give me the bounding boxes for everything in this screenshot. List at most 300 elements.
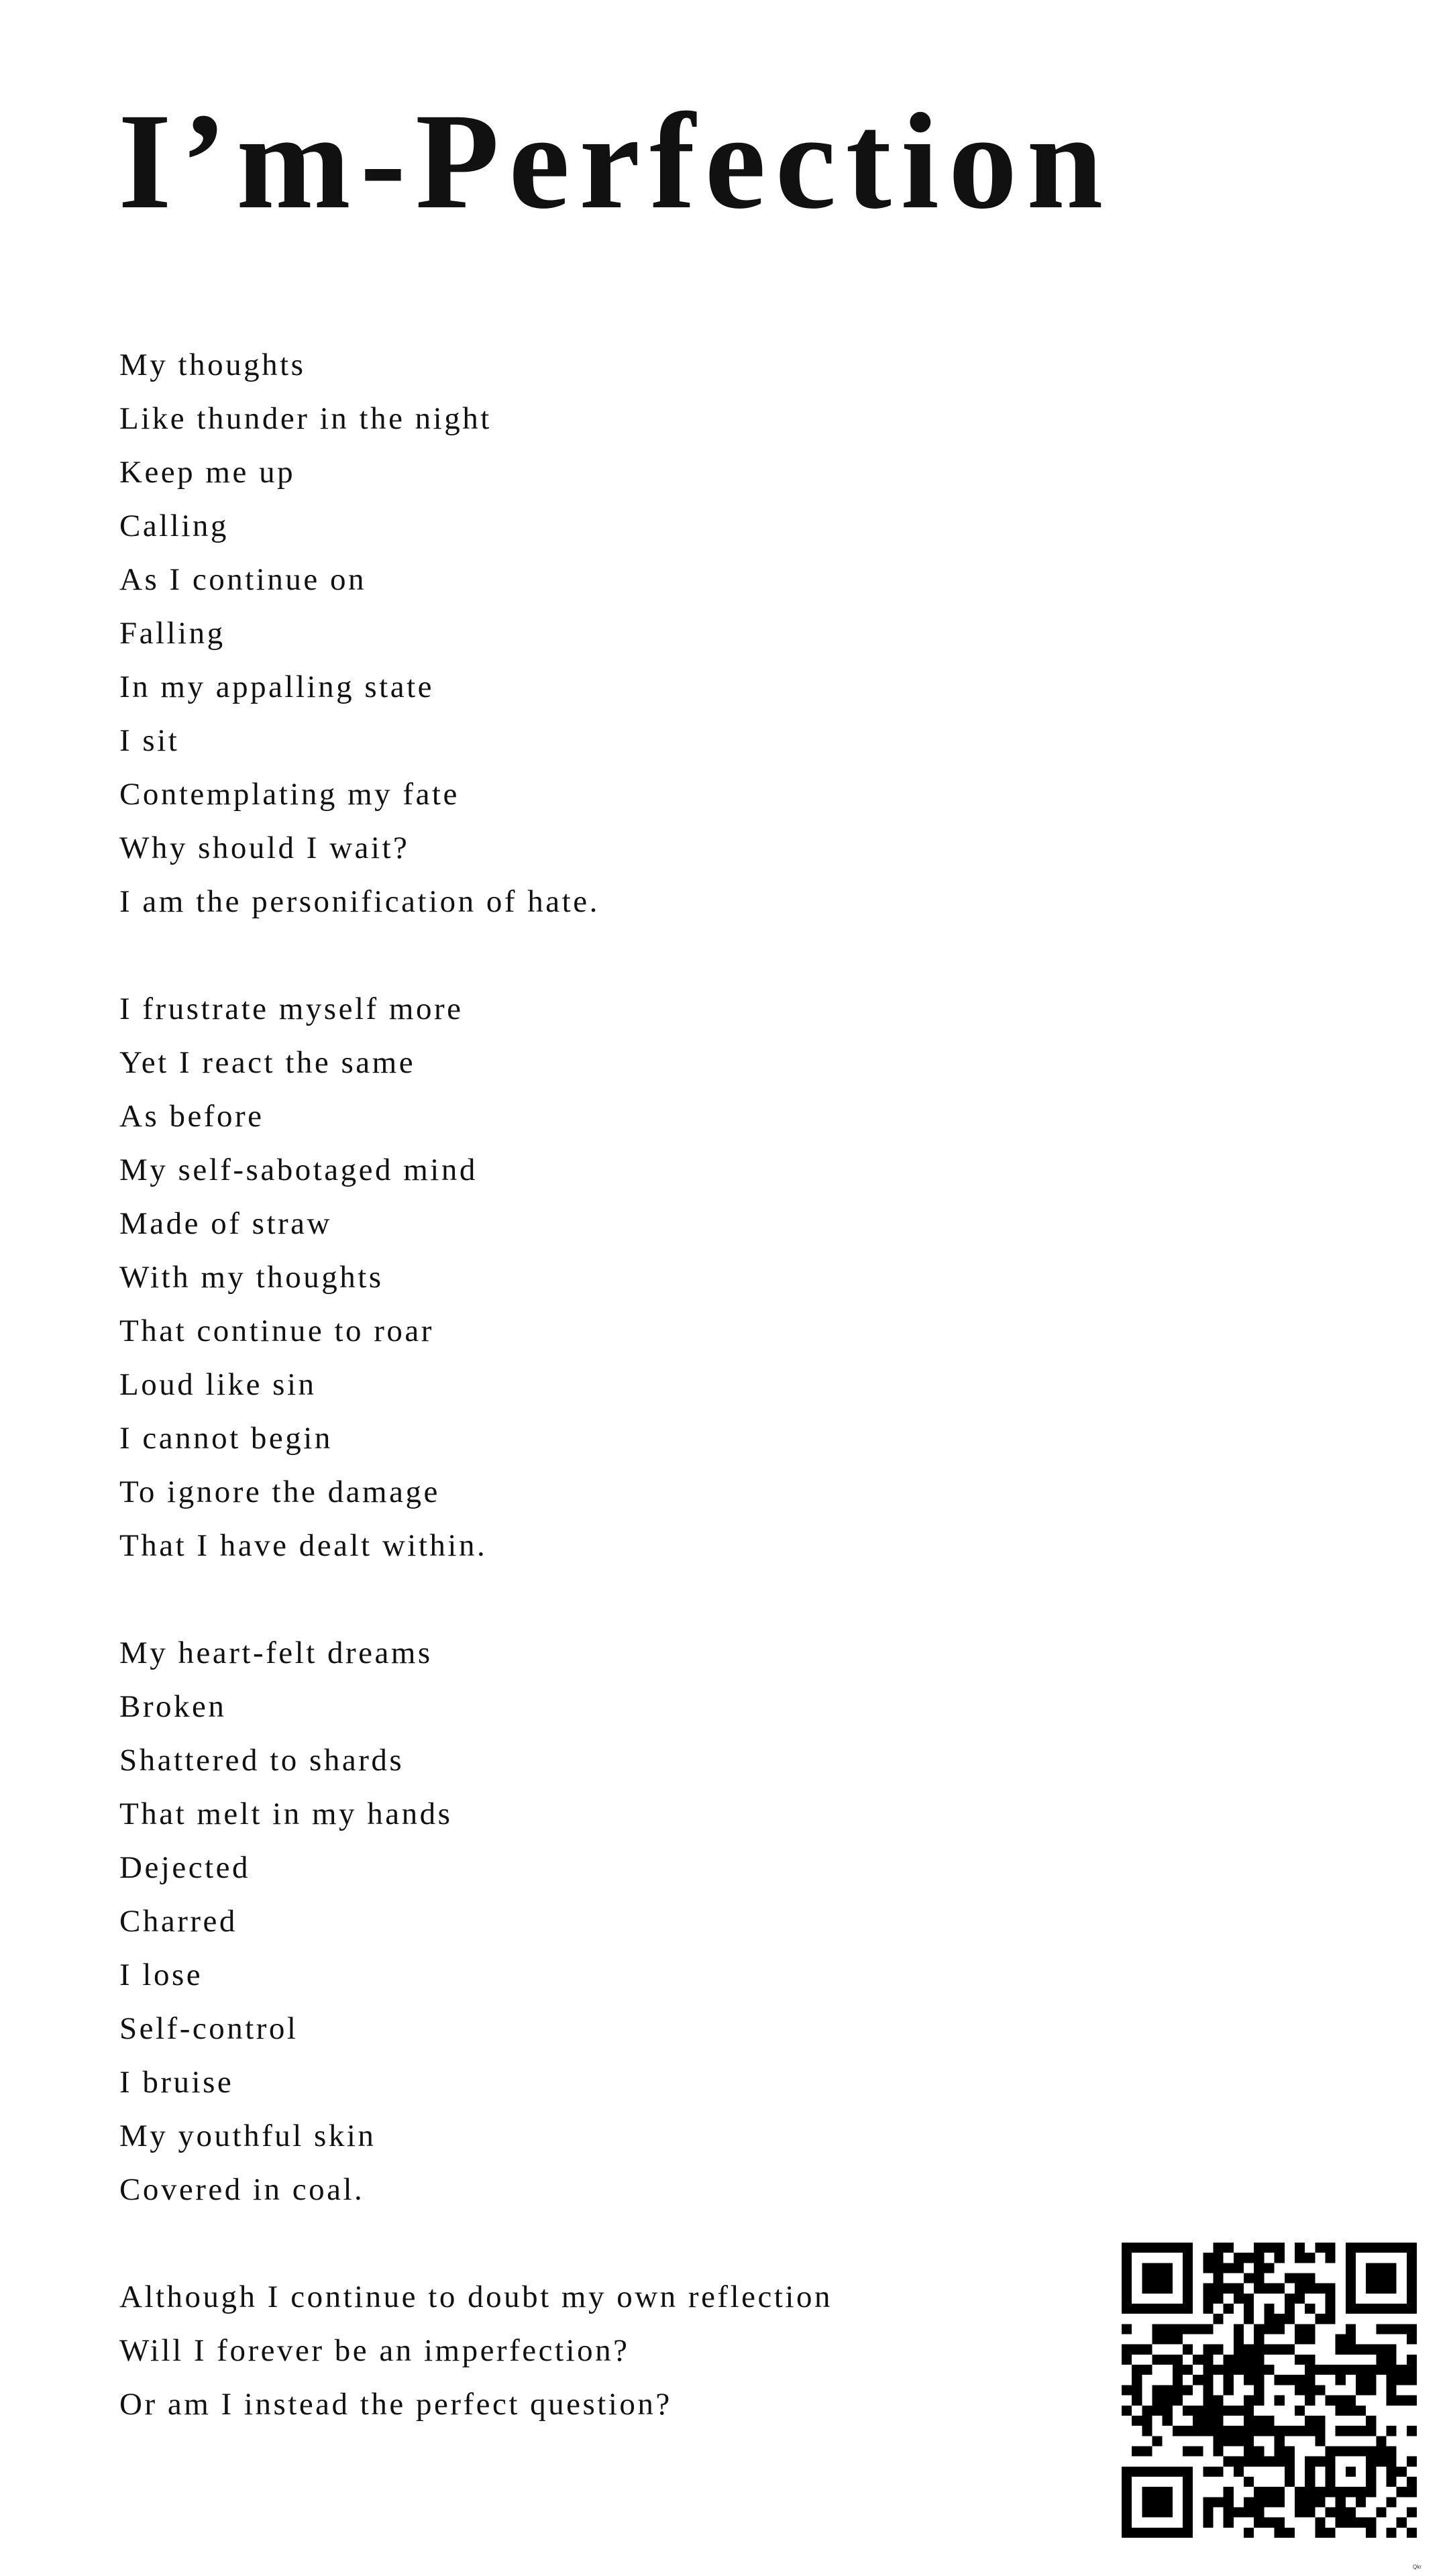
qr-module [1275,2487,1285,2497]
qr-module [1325,2294,1335,2304]
qr-module [1142,2497,1152,2507]
qr-module [1122,2507,1132,2517]
qr-module [1224,2304,1234,2314]
qr-module [1173,2324,1183,2334]
qr-module [1163,2497,1173,2507]
qr-module [1163,2487,1173,2497]
qr-module [1325,2467,1335,2477]
qr-module [1122,2263,1132,2273]
qr-module [1234,2324,1244,2334]
qr-module [1234,2345,1244,2355]
qr-module [1285,2294,1295,2304]
qr-module [1346,2396,1356,2406]
qr-module [1386,2477,1396,2487]
qr-module [1386,2385,1396,2395]
qr-module [1295,2497,1305,2507]
qr-module [1366,2345,1376,2355]
qr-module [1152,2487,1163,2497]
qr-module [1234,2263,1244,2273]
qr-module [1163,2324,1173,2334]
qr-module [1407,2477,1417,2487]
qr-module [1386,2263,1396,2273]
qr-module [1163,2406,1173,2416]
qr-module [1244,2314,1254,2324]
qr-module [1224,2375,1234,2385]
qr-module [1214,2263,1224,2273]
qr-module [1366,2243,1376,2253]
qr-module [1407,2365,1417,2375]
qr-module [1386,2273,1396,2284]
qr-module [1366,2375,1376,2385]
poem-line: In my appalling state [119,669,434,704]
qr-module [1315,2518,1325,2528]
qr-module [1407,2507,1417,2517]
qr-module [1234,2406,1244,2416]
qr-module [1122,2253,1132,2263]
qr-module [1234,2436,1244,2446]
qr-module [1173,2243,1183,2253]
qr-module [1234,2355,1244,2365]
qr-module [1152,2528,1163,2538]
qr-module [1244,2406,1254,2416]
qr-module [1163,2304,1173,2314]
qr-module [1132,2365,1142,2375]
qr-module [1305,2284,1315,2294]
qr-module [1122,2304,1132,2314]
qr-module [1234,2334,1244,2345]
qr-module [1295,2385,1305,2395]
poem-line: That I have dealt within. [119,1528,488,1563]
qr-module [1183,2243,1193,2253]
poem-line: Dejected [119,1850,251,1885]
qr-module [1254,2284,1264,2294]
qr-module [1193,2355,1203,2365]
qr-module [1295,2334,1305,2345]
qr-module [1295,2294,1305,2304]
qr-module [1214,2426,1224,2436]
qr-module [1234,2467,1244,2477]
qr-module [1346,2273,1356,2284]
poem-line: Self-control [119,2011,299,2046]
qr-module [1325,2528,1335,2538]
qr-module [1346,2304,1356,2314]
qr-module [1203,2406,1213,2416]
qr-module [1346,2253,1356,2263]
qr-module [1397,2518,1407,2528]
qr-module [1152,2284,1163,2294]
qr-module [1336,2446,1346,2456]
poem-line: My youthful skin [119,2118,376,2153]
qr-module [1315,2426,1325,2436]
qr-module [1285,2477,1295,2487]
qr-module [1305,2324,1315,2334]
qr-module [1346,2263,1356,2273]
qr-module [1214,2446,1224,2456]
qr-module [1254,2497,1264,2507]
qr-module [1254,2273,1264,2284]
qr-module [1386,2324,1396,2334]
qr-module [1244,2477,1254,2487]
stanza-2 [119,982,833,1572]
qr-module [1366,2518,1376,2528]
qr-module [1295,2375,1305,2385]
qr-module [1142,2446,1152,2456]
qr-module [1254,2446,1264,2456]
qr-module [1152,2324,1163,2334]
qr-module [1275,2518,1285,2528]
qr-module [1203,2365,1213,2375]
qr-module [1315,2416,1325,2426]
qr-module [1224,2497,1234,2507]
qr-module [1152,2263,1163,2273]
poem-line: Charred [119,1904,237,1939]
qr-module [1142,2528,1152,2538]
qr-module [1173,2528,1183,2538]
qr-module [1264,2487,1274,2497]
qr-module [1244,2365,1254,2375]
qr-module [1224,2518,1234,2528]
qr-module [1366,2385,1376,2395]
qr-module [1305,2487,1315,2497]
qr-module [1122,2294,1132,2304]
poem-line: Loud like sin [119,1367,317,1402]
qr-module [1183,2253,1193,2263]
qr-module [1376,2446,1386,2456]
qr-module [1295,2426,1305,2436]
qr-module [1285,2314,1295,2324]
poem-line: I frustrate myself more [119,991,464,1026]
qr-module [1407,2273,1417,2284]
qr-module [1356,2365,1366,2375]
qr-module [1234,2507,1244,2517]
qr-module [1173,2365,1183,2375]
qr-module [1264,2345,1274,2355]
qr-module [1244,2528,1254,2538]
qr-module [1397,2396,1407,2406]
qr-module [1315,2365,1325,2375]
poem-line: My heart-felt dreams [119,1635,433,1670]
qr-module [1214,2253,1224,2263]
qr-module [1275,2528,1285,2538]
poem-line: Made of straw [119,1206,332,1241]
qr-module [1376,2507,1386,2517]
qr-module [1325,2243,1335,2253]
poem-line: Like thunder in the night [119,401,492,436]
qr-module [1214,2497,1224,2507]
qr-module [1254,2396,1264,2406]
qr-module [1254,2487,1264,2497]
qr-module [1142,2507,1152,2517]
qr-module [1264,2243,1274,2253]
qr-module [1275,2426,1285,2436]
qr-module [1356,2446,1366,2456]
poem-line: Shattered to shards [119,1743,405,1778]
qr-module [1346,2243,1356,2253]
qr-module [1132,2385,1142,2395]
poem-line: Contemplating my fate [119,777,460,812]
qr-module [1224,2243,1234,2253]
qr-module [1356,2406,1366,2416]
poem-body [119,338,833,2485]
qr-module [1214,2314,1224,2324]
qr-module [1244,2446,1254,2456]
qr-module [1285,2457,1295,2467]
qr-module [1203,2385,1213,2395]
qr-module [1295,2507,1305,2517]
qr-module [1163,2385,1173,2395]
qr-module [1122,2406,1132,2416]
qr-module [1193,2416,1203,2426]
qr-module [1244,2436,1254,2446]
qr-module [1397,2365,1407,2375]
qr-module [1305,2365,1315,2375]
qr-module [1163,2467,1173,2477]
qr-module [1183,2365,1193,2375]
qr-module [1346,2446,1356,2456]
qr-module [1386,2375,1396,2385]
qr-module [1325,2487,1335,2497]
qr-module [1224,2507,1234,2517]
qr-module [1275,2243,1285,2253]
qr-module [1325,2477,1335,2487]
poem-line: My thoughts [119,347,306,382]
qr-module [1366,2446,1376,2456]
qr-module [1386,2457,1396,2467]
qr-module [1285,2528,1295,2538]
poem-line: Although I continue to doubt my own reflection [119,2279,833,2314]
qr-module [1224,2355,1234,2365]
poem-line: With my thoughts [119,1260,384,1295]
qr-module [1336,2345,1346,2355]
poem-line: I am the personification of hate. [119,884,600,919]
qr-module [1254,2385,1264,2395]
qr-module [1142,2426,1152,2436]
poem-line: As I continue on [119,562,366,597]
poem-line: As before [119,1099,264,1134]
qr-module [1224,2365,1234,2375]
qr-module [1244,2355,1254,2365]
qr-module [1407,2375,1417,2385]
qr-module [1285,2345,1295,2355]
qr-module [1163,2416,1173,2426]
qr-module [1183,2284,1193,2294]
qr-module [1366,2263,1376,2273]
qr-module [1183,2518,1193,2528]
poem-line: Broken [119,1689,227,1724]
qr-module [1346,2518,1356,2528]
qr-module [1366,2457,1376,2467]
poem-title: I’m-Perfection [118,85,1113,237]
qr-module [1234,2365,1244,2375]
qr-module [1305,2396,1315,2406]
qr-module [1325,2304,1335,2314]
qr-module [1234,2457,1244,2467]
qr-module [1244,2304,1254,2314]
qr-module [1152,2355,1163,2365]
qr-module [1203,2518,1213,2528]
qr-module [1305,2497,1315,2507]
qr-module [1224,2457,1234,2467]
qr-module [1142,2416,1152,2426]
qr-module [1275,2396,1285,2406]
qr-module [1122,2497,1132,2507]
qr-module [1366,2426,1376,2436]
qr-module [1346,2426,1356,2436]
qr-module [1386,2426,1396,2436]
qr-module [1254,2457,1264,2467]
qr-module [1224,2406,1234,2416]
qr-module [1407,2243,1417,2253]
qr-module [1407,2487,1417,2497]
qr-module [1183,2304,1193,2314]
qr-module [1183,2263,1193,2273]
qr-module [1386,2355,1396,2365]
qr-module [1214,2294,1224,2304]
qr-module [1132,2304,1142,2314]
qr-module [1234,2253,1244,2263]
qr-module [1234,2284,1244,2294]
qr-module [1203,2355,1213,2365]
qr-module [1325,2396,1335,2406]
qr-module [1224,2263,1234,2273]
qr-module [1214,2273,1224,2284]
qr-module [1193,2446,1203,2456]
qr-module [1203,2324,1213,2334]
qr-module [1397,2304,1407,2314]
qr-module [1152,2304,1163,2314]
qr-module [1386,2497,1396,2507]
qr-module [1142,2263,1152,2273]
qr-code[interactable] [1122,2243,1417,2538]
poem-line: That melt in my hands [119,1796,453,1831]
qr-module [1152,2243,1163,2253]
qr-module [1346,2507,1356,2517]
qr-module [1346,2284,1356,2294]
qr-module [1183,2294,1193,2304]
qr-module [1346,2345,1356,2355]
qr-module [1142,2345,1152,2355]
qr-module [1407,2304,1417,2314]
poem-line: Calling [119,508,229,543]
qr-module [1356,2426,1366,2436]
qr-module [1122,2467,1132,2477]
qr-module [1264,2497,1274,2507]
stanza-1 [119,338,833,928]
qr-module [1132,2396,1142,2406]
qr-module [1346,2294,1356,2304]
qr-module [1346,2334,1356,2345]
qr-module [1122,2284,1132,2294]
qr-module [1122,2273,1132,2284]
qr-module [1183,2446,1193,2456]
qr-caption: Qkr [1413,2564,1421,2570]
qr-module [1244,2396,1254,2406]
qr-module [1386,2396,1396,2406]
qr-module [1132,2416,1142,2426]
qr-module [1305,2385,1315,2395]
qr-module [1376,2243,1386,2253]
qr-module [1356,2345,1366,2355]
qr-module [1305,2375,1315,2385]
qr-module [1122,2243,1132,2253]
qr-module [1214,2365,1224,2375]
qr-module [1214,2416,1224,2426]
qr-module [1376,2304,1386,2314]
qr-module [1173,2334,1183,2345]
qr-module [1183,2273,1193,2284]
qr-module [1173,2375,1183,2385]
qr-module [1376,2324,1386,2334]
qr-module [1183,2477,1193,2487]
qr-module [1386,2528,1396,2538]
qr-module [1305,2273,1315,2284]
qr-module [1203,2497,1213,2507]
qr-module [1407,2324,1417,2334]
qr-module [1193,2406,1203,2416]
qr-module [1275,2457,1285,2467]
qr-module [1366,2467,1376,2477]
qr-module [1163,2334,1173,2345]
qr-module [1366,2284,1376,2294]
qr-module [1366,2365,1376,2375]
qr-module [1315,2528,1325,2538]
qr-module [1244,2497,1254,2507]
qr-module [1254,2334,1264,2345]
qr-module [1275,2324,1285,2334]
qr-module [1376,2436,1386,2446]
qr-module [1152,2507,1163,2517]
qr-module [1173,2467,1183,2477]
qr-module [1193,2375,1203,2385]
qr-module [1214,2467,1224,2477]
qr-module [1275,2314,1285,2324]
qr-module [1295,2487,1305,2497]
qr-module [1295,2273,1305,2284]
qr-module [1183,2487,1193,2497]
qr-module [1346,2487,1356,2497]
poem-line: Falling [119,616,225,651]
qr-module [1315,2436,1325,2446]
qr-module [1203,2467,1213,2477]
qr-module [1305,2467,1315,2477]
qr-module [1285,2375,1295,2385]
qr-module [1386,2446,1396,2456]
qr-module [1142,2467,1152,2477]
qr-module [1356,2518,1366,2528]
qr-module [1244,2507,1254,2517]
qr-module [1254,2253,1264,2263]
qr-module [1356,2304,1366,2314]
qr-module [1173,2304,1183,2314]
qr-module [1224,2385,1234,2395]
qr-module [1203,2396,1213,2406]
qr-module [1254,2426,1264,2436]
qr-module [1254,2263,1264,2273]
qr-module [1203,2284,1213,2294]
qr-module [1183,2507,1193,2517]
qr-module [1295,2253,1305,2263]
qr-modules [1122,2243,1417,2538]
qr-module [1244,2375,1254,2385]
qr-module [1244,2253,1254,2263]
qr-module [1407,2263,1417,2273]
qr-module [1224,2436,1234,2446]
qr-module [1152,2467,1163,2477]
poem-line: My self-sabotaged mind [119,1152,478,1187]
qr-module [1346,2406,1356,2416]
qr-module [1163,2284,1173,2294]
qr-module [1325,2507,1335,2517]
